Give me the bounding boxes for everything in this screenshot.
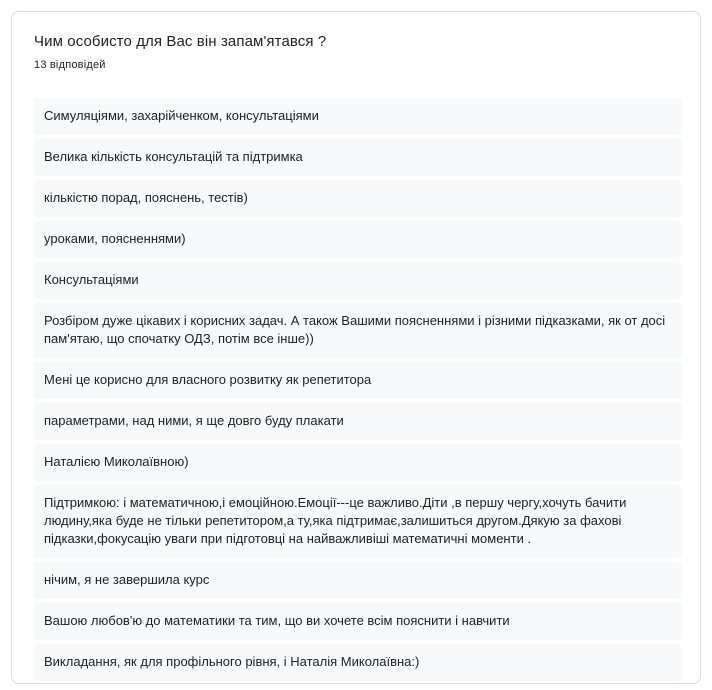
response-item: уроками, поясненнями) — [34, 221, 682, 258]
response-count: 13 відповідей — [34, 59, 106, 71]
responses-list — [34, 98, 682, 681]
question-card — [11, 11, 701, 684]
response-item: Мені це корисно для власного розвитку як репетитора — [34, 362, 682, 399]
response-item: Викладання, як для профільного рівня, і Наталія Миколаївна:) — [34, 644, 682, 681]
response-item: Підтримкою: і математичною,і емоційною.Емоції---це важливо.Діти ,в першу чергу,хочуть бачити людину,яка буде не тільки репетитором,а ту,яка підтримає,залишиться другом.Дякую за фахові підказки,фокусацію уваги при підготовці на найважливіші математичні моменти . — [34, 485, 682, 558]
response-item: Наталією Миколаївною) — [34, 444, 682, 481]
response-item: кількістю порад, пояснень, тестів) — [34, 180, 682, 217]
question-title: Чим особисто для Вас він запам'ятався ? — [34, 33, 327, 50]
response-item: Консультаціями — [34, 262, 682, 299]
response-item: Симуляціями, захарійченком, консультаціями — [34, 98, 682, 135]
response-item: Велика кількість консультацій та підтримка — [34, 139, 682, 176]
response-item: параметрами, над ними, я ще довго буду плакати — [34, 403, 682, 440]
response-item: Вашою любов'ю до математики та тим, що ви хочете всім пояснити і навчити — [34, 603, 682, 640]
response-item: Розбіром дуже цікавих і корисних задач. А також Вашими поясненнями і різними підказками, як от досі пам'ятаю, що спочатку ОДЗ, потім все інше)) — [34, 303, 682, 358]
response-item: нічим, я не завершила курс — [34, 562, 682, 599]
